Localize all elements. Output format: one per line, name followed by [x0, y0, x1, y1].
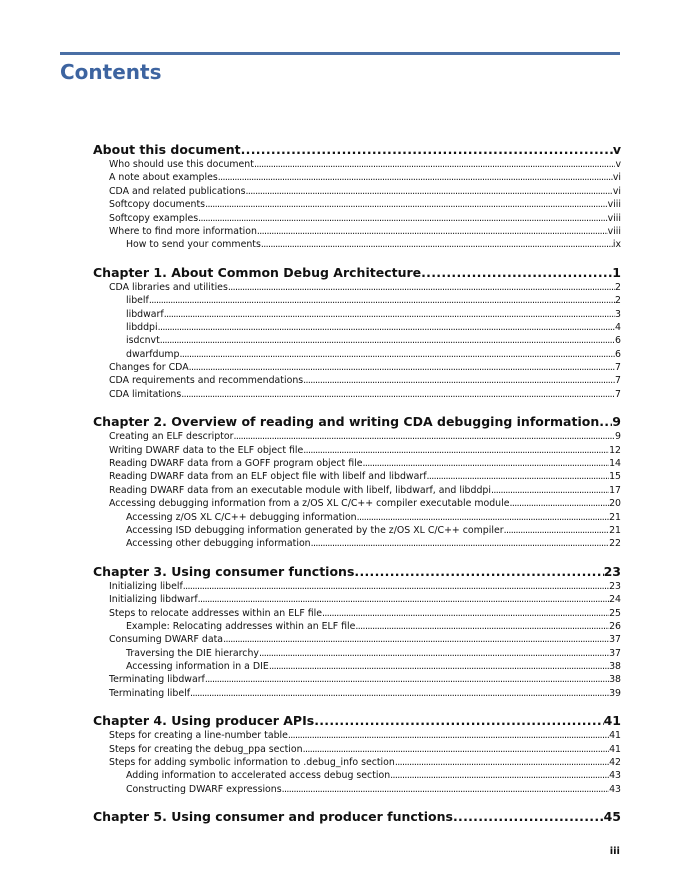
- dot-leader: [189, 361, 615, 374]
- toc-entry-page: 14: [609, 458, 621, 470]
- header-rule: [60, 52, 620, 55]
- toc-entry-title: Steps for creating the debug_ppa section: [109, 743, 303, 755]
- dot-leader: [395, 756, 609, 769]
- toc-entry-page: 20: [609, 498, 621, 510]
- toc-chapter-link[interactable]: [93, 413, 621, 430]
- toc-entry-page: ix: [612, 239, 621, 251]
- toc-entry-page: viii: [607, 199, 621, 211]
- chapter-spacer: [93, 401, 621, 413]
- dot-leader: [198, 593, 609, 606]
- toc-subsection-link[interactable]: [93, 620, 621, 633]
- toc-entry-title: Accessing ISD debugging information generated by the z/OS XL C/C++ compiler: [126, 524, 504, 536]
- dot-leader: [180, 348, 616, 361]
- toc-entry-title: Accessing other debugging information: [126, 538, 311, 550]
- dot-leader: [158, 321, 615, 334]
- toc-entry-page: 25: [609, 607, 621, 619]
- toc-entry-title: Reading DWARF data from an executable module with libelf, libdwarf, and libddpi: [109, 484, 491, 496]
- dot-leader: [421, 264, 612, 281]
- dot-leader: [427, 470, 610, 483]
- toc-entry-page: 41: [609, 730, 621, 742]
- toc-section-link[interactable]: [93, 430, 621, 443]
- toc-subsection-link[interactable]: [93, 783, 621, 796]
- table-of-contents: [93, 141, 621, 825]
- toc-entry-title: CDA limitations: [109, 388, 182, 400]
- toc-entry-title: Steps for adding symbolic information to .debug_info section: [109, 757, 395, 769]
- toc-section-link[interactable]: [93, 281, 621, 294]
- toc-entry-page: vi: [612, 185, 621, 197]
- toc-chapter-page: 9: [612, 414, 621, 430]
- dot-leader: [322, 607, 609, 620]
- toc-entry-page: 12: [609, 444, 621, 456]
- toc-subsection-link[interactable]: [93, 294, 621, 307]
- toc-section-link[interactable]: [93, 158, 621, 171]
- toc-entry-page: 39: [609, 687, 621, 699]
- toc-entry-title: Accessing information in a DIE: [126, 661, 269, 673]
- toc-section-link[interactable]: [93, 497, 621, 510]
- dot-leader: [390, 769, 609, 782]
- toc-chapter-title: Chapter 4. Using producer APIs: [93, 713, 315, 729]
- toc-entry-page: 37: [609, 647, 621, 659]
- toc-entry-title: CDA libraries and utilities: [109, 281, 228, 293]
- dot-leader: [453, 808, 604, 825]
- toc-entry-title: Accessing z/OS XL C/C++ debugging information: [126, 511, 357, 523]
- dot-leader: [198, 212, 608, 225]
- toc-entry-title: libddpi: [126, 321, 158, 333]
- toc-entry-page: 43: [609, 770, 621, 782]
- toc-entry-page: viii: [607, 212, 621, 224]
- toc-entry-page: 21: [609, 511, 621, 523]
- toc-entry-title: How to send your comments: [126, 239, 261, 251]
- toc-entry-title: Softcopy documents: [109, 199, 206, 211]
- toc-entry-title: isdcnvt: [126, 335, 160, 347]
- toc-entry-title: A note about examples: [109, 172, 218, 184]
- toc-chapter-link[interactable]: [93, 712, 621, 729]
- toc-chapter-title: About this document: [93, 142, 241, 157]
- dot-leader: [190, 687, 609, 700]
- toc-entry-page: 15: [609, 471, 621, 483]
- toc-section-link[interactable]: [93, 756, 621, 769]
- toc-entry-page: 7: [615, 362, 621, 374]
- dot-leader: [241, 141, 613, 158]
- dot-leader: [205, 198, 608, 211]
- toc-chapter-link[interactable]: [93, 808, 621, 825]
- dot-leader: [164, 308, 615, 321]
- toc-entry-page: 3: [615, 308, 621, 320]
- toc-entry-title: Softcopy examples: [109, 212, 199, 224]
- toc-entry-page: 38: [609, 661, 621, 673]
- dot-leader: [311, 537, 609, 550]
- dot-leader: [599, 413, 612, 430]
- toc-section-link[interactable]: [93, 484, 621, 497]
- dot-leader: [269, 660, 609, 673]
- toc-section-link[interactable]: [93, 198, 621, 211]
- dot-leader: [183, 580, 609, 593]
- toc-entry-page: 17: [609, 484, 621, 496]
- toc-entry-title: Reading DWARF data from an ELF object file with libelf and libdwarf: [109, 471, 427, 483]
- dot-leader: [510, 497, 610, 510]
- toc-entry-title: Accessing debugging information from a z/OS XL C/C++ compiler executable module: [109, 498, 510, 510]
- chapter-spacer: [93, 551, 621, 563]
- toc-subsection-link[interactable]: [93, 238, 621, 251]
- toc-subsection-link[interactable]: [93, 321, 621, 334]
- toc-entry-page: viii: [607, 225, 621, 237]
- toc-entry-title: Consuming DWARF data: [109, 634, 224, 646]
- toc-entry-title: Steps to relocate addresses within an ELF file: [109, 607, 323, 619]
- dot-leader: [257, 225, 608, 238]
- dot-leader: [261, 238, 613, 251]
- toc-section-link[interactable]: [93, 444, 621, 457]
- toc-chapter-page: 1: [612, 264, 621, 280]
- toc-entry-title: Steps for creating a line-number table: [109, 730, 288, 742]
- toc-section-link[interactable]: [93, 185, 621, 198]
- toc-chapter-link[interactable]: [93, 264, 621, 281]
- toc-section-link[interactable]: [93, 607, 621, 620]
- toc-chapter-link[interactable]: [93, 141, 621, 158]
- toc-entry-title: Reading DWARF data from a GOFF program object file: [109, 458, 363, 470]
- toc-section-link[interactable]: [93, 361, 621, 374]
- toc-entry-page: 38: [609, 674, 621, 686]
- dot-leader: [282, 783, 609, 796]
- toc-entry-page: 23: [609, 580, 621, 592]
- toc-subsection-link[interactable]: [93, 647, 621, 660]
- toc-subsection-link[interactable]: [93, 769, 621, 782]
- toc-entry-title: Terminating libelf: [109, 687, 190, 699]
- toc-chapter-link[interactable]: [93, 563, 621, 580]
- toc-section-link[interactable]: [93, 225, 621, 238]
- toc-section-link[interactable]: [93, 388, 621, 401]
- toc-entry-title: Traversing the DIE hierarchy: [126, 647, 259, 659]
- toc-entry-page: 2: [615, 295, 621, 307]
- dot-leader: [362, 457, 609, 470]
- toc-entry-page: 4: [615, 321, 621, 333]
- toc-entry-page: v: [615, 158, 621, 170]
- toc-subsection-link[interactable]: [93, 524, 621, 537]
- toc-chapter-title: Chapter 1. About Common Debug Architecture: [93, 264, 422, 280]
- toc-section-link[interactable]: [93, 729, 621, 742]
- toc-entry-page: 7: [615, 388, 621, 400]
- dot-leader: [228, 281, 615, 294]
- toc-entry-title: Changes for CDA: [109, 362, 189, 374]
- toc-entry-title: CDA and related publications: [109, 185, 246, 197]
- toc-entry-page: 26: [609, 620, 621, 632]
- toc-entry-title: Where to find more information: [109, 225, 257, 237]
- toc-subsection-link[interactable]: [93, 537, 621, 550]
- toc-entry-page: 6: [615, 348, 621, 360]
- toc-entry-title: Adding information to accelerated access debug section: [126, 770, 391, 782]
- dot-leader: [354, 563, 603, 580]
- toc-chapter-page: 45: [603, 809, 621, 825]
- dot-leader: [223, 633, 609, 646]
- dot-leader: [303, 743, 610, 756]
- toc-entry-title: libdwarf: [126, 308, 164, 320]
- dot-leader: [303, 374, 615, 387]
- toc-section-link[interactable]: [93, 687, 621, 700]
- toc-entry-title: libelf: [126, 295, 149, 307]
- toc-chapter-title: Chapter 5. Using consumer and producer functions: [93, 809, 453, 825]
- dot-leader: [254, 158, 616, 171]
- dot-leader: [160, 334, 615, 347]
- toc-entry-title: Who should use this document: [109, 158, 254, 170]
- toc-entry-page: 7: [615, 375, 621, 387]
- dot-leader: [246, 185, 613, 198]
- chapter-spacer: [93, 796, 621, 808]
- chapter-spacer: [93, 252, 621, 264]
- toc-section-link[interactable]: [93, 674, 621, 687]
- toc-entry-page: 37: [609, 634, 621, 646]
- toc-entry-title: Writing DWARF data to the ELF object file: [109, 444, 304, 456]
- toc-entry-page: 6: [615, 335, 621, 347]
- toc-section-link[interactable]: [93, 743, 621, 756]
- dot-leader: [218, 171, 613, 184]
- toc-entry-page: vi: [612, 172, 621, 184]
- toc-section-link[interactable]: [93, 457, 621, 470]
- chapter-spacer: [93, 700, 621, 712]
- dot-leader: [205, 674, 609, 687]
- toc-subsection-link[interactable]: [93, 511, 621, 524]
- toc-entry-title: Creating an ELF descriptor: [109, 431, 234, 443]
- toc-section-link[interactable]: [93, 470, 621, 483]
- dot-leader: [314, 712, 603, 729]
- toc-chapter-page: v: [612, 142, 621, 157]
- toc-section-link[interactable]: [93, 212, 621, 225]
- toc-section-link[interactable]: [93, 580, 621, 593]
- dot-leader: [357, 511, 609, 524]
- dot-leader: [355, 620, 609, 633]
- dot-leader: [288, 729, 609, 742]
- toc-entry-page: 42: [609, 757, 621, 769]
- page-number: iii: [609, 846, 620, 857]
- dot-leader: [149, 294, 615, 307]
- toc-chapter-page: 23: [603, 563, 621, 579]
- toc-subsection-link[interactable]: [93, 660, 621, 673]
- toc-entry-page: 24: [609, 594, 621, 606]
- toc-chapter-title: Chapter 2. Overview of reading and writing CDA debugging information: [93, 414, 600, 430]
- toc-subsection-link[interactable]: [93, 308, 621, 321]
- toc-section-link[interactable]: [93, 374, 621, 387]
- toc-entry-title: Initializing libelf: [109, 580, 183, 592]
- toc-section-link[interactable]: [93, 593, 621, 606]
- toc-subsection-link[interactable]: [93, 348, 621, 361]
- toc-entry-title: Constructing DWARF expressions: [126, 783, 282, 795]
- toc-entry-title: Example: Relocating addresses within an ELF file: [126, 620, 356, 632]
- dot-leader: [491, 484, 609, 497]
- toc-entry-title: Initializing libdwarf: [109, 594, 198, 606]
- toc-section-link[interactable]: [93, 633, 621, 646]
- page-title: Contents: [60, 60, 162, 84]
- toc-entry-title: dwarfdump: [126, 348, 180, 360]
- toc-entry-page: 43: [609, 783, 621, 795]
- toc-entry-page: 22: [609, 538, 621, 550]
- toc-entry-title: CDA requirements and recommendations: [109, 375, 304, 387]
- toc-entry-page: 21: [609, 524, 621, 536]
- dot-leader: [233, 430, 615, 443]
- toc-chapter-title: Chapter 3. Using consumer functions: [93, 563, 355, 579]
- toc-entry-page: 9: [615, 431, 621, 443]
- toc-entry-page: 41: [609, 743, 621, 755]
- toc-section-link[interactable]: [93, 171, 621, 184]
- dot-leader: [181, 388, 615, 401]
- toc-chapter-page: 41: [603, 713, 621, 729]
- dot-leader: [259, 647, 609, 660]
- dot-leader: [504, 524, 609, 537]
- dot-leader: [303, 444, 609, 457]
- toc-subsection-link[interactable]: [93, 334, 621, 347]
- toc-entry-page: 2: [615, 281, 621, 293]
- toc-entry-title: Terminating libdwarf: [109, 674, 205, 686]
